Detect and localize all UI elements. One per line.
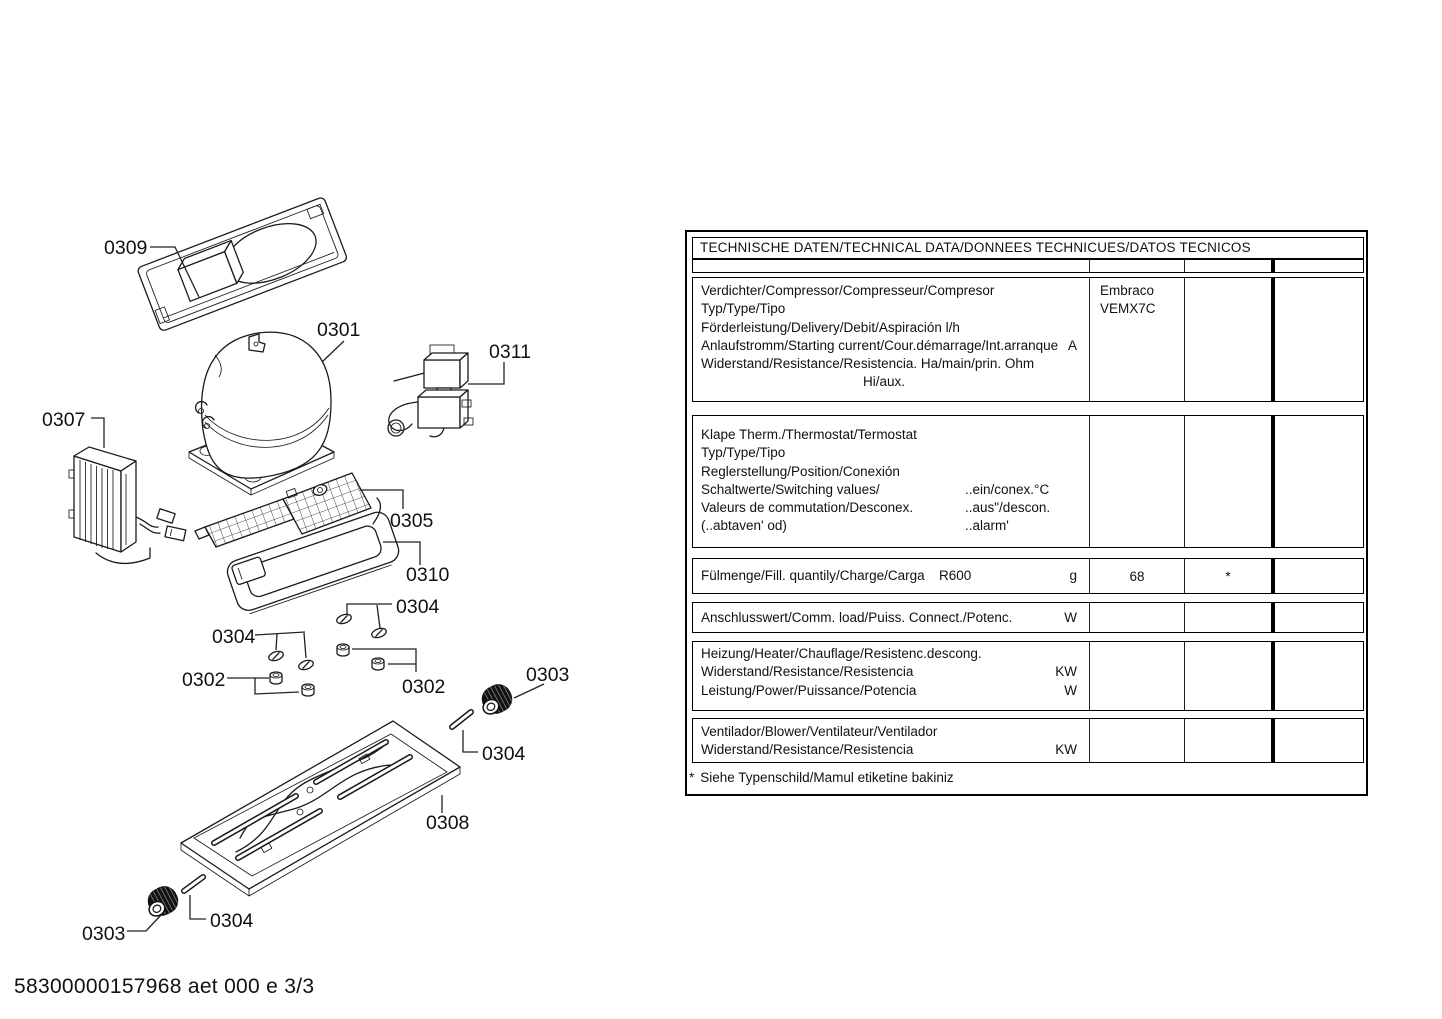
- blower-line-1: Ventilador/Blower/Ventilateur/Ventilador: [701, 724, 938, 739]
- document-code: 58300000157968 aet 000 e 3/3: [14, 975, 315, 998]
- exploded-parts-diagram: [0, 0, 680, 1019]
- part-label-0302: 0302: [402, 676, 446, 698]
- fill-quantity-label: Fülmenge/Fill. quantily/Charge/Carga: [701, 568, 925, 583]
- connected-load-value-cell-2: [1185, 603, 1275, 632]
- column-spacer-2: [1185, 260, 1275, 272]
- thermostat-line-5-right: ..aus"/descon.: [965, 500, 1051, 516]
- blower-label-cell: [693, 719, 1090, 762]
- row-blower: [692, 718, 1364, 763]
- connected-load-label-cell: [693, 603, 1090, 632]
- heater-line-3-unit: W: [1064, 682, 1077, 698]
- part-0307-control-module: [69, 447, 186, 563]
- compressor-line-3: Förderleistung/Delivery/Debit/Aspiración l/h: [701, 319, 960, 335]
- row-fill-quantity: [692, 558, 1364, 594]
- footnote-text: Siehe Typenschild/Mamul etiketine bakiniz: [700, 770, 954, 785]
- part-0303-roller: [475, 680, 516, 720]
- part-0304-screw: [371, 627, 388, 640]
- compressor-line-1: Verdichter/Compressor/Compresseur/Compresor: [701, 283, 995, 298]
- thermostat-value-cell-3: [1275, 416, 1363, 547]
- thermostat-value-cell-2: [1185, 416, 1275, 547]
- fill-quantity-refrigerant: R600: [939, 568, 972, 583]
- part-label-0303: 0303: [82, 923, 126, 945]
- fill-quantity-note-mark: *: [1185, 559, 1275, 593]
- thermostat-line-6-right: ..alarm': [965, 518, 1009, 534]
- heater-value-cell-1: [1090, 642, 1185, 710]
- part-0302-grommet: [372, 658, 384, 670]
- thermostat-line-2: Typ/Type/Tipo: [701, 445, 786, 461]
- part-label-0311: 0311: [489, 341, 531, 363]
- table-title-text: TECHNISCHE DATEN/TECHNICAL DATA/DONNEES TECHNICUES/DATOS TECNICOS: [700, 240, 1251, 255]
- blower-value-cell-2: [1185, 719, 1275, 762]
- blower-value-cell-3: [1275, 719, 1363, 762]
- thermostat-line-1: Klape Therm./Thermostat/Termostat: [701, 427, 917, 442]
- row-connected-load: [692, 602, 1364, 633]
- thermostat-line-5: Valeurs de commutation/Desconex.: [701, 500, 914, 516]
- blower-value-cell-1: [1090, 719, 1185, 762]
- heater-label-cell: [693, 642, 1090, 710]
- part-0309-drain-tray: [137, 197, 348, 332]
- part-0302-grommet: [270, 672, 282, 684]
- heater-value-cell-2: [1185, 642, 1275, 710]
- part-label-0307: 0307: [42, 409, 86, 431]
- part-label-0304: 0304: [212, 626, 256, 648]
- heater-line-2-unit: KW: [1055, 664, 1077, 680]
- technical-data-table: [685, 230, 1368, 796]
- compressor-value-cell-2: [1185, 278, 1275, 401]
- part-0301-compressor: [189, 332, 334, 495]
- row-compressor: [692, 277, 1364, 402]
- part-0304-screw: [268, 650, 285, 663]
- part-label-0303: 0303: [526, 664, 570, 686]
- part-label-0310: 0310: [406, 564, 450, 586]
- connected-load-unit: W: [1064, 610, 1077, 625]
- compressor-line-5: Widerstand/Resistance/Resistencia. Ha/main/prin. Ohm: [701, 356, 1035, 372]
- compressor-line-4: Anlaufstromm/Starting current/Cour.démarrage/Int.arranque: [701, 337, 1059, 353]
- part-0304-screw: [336, 613, 353, 626]
- row-thermostat: [692, 415, 1364, 548]
- footnote-asterisk: *: [689, 770, 695, 785]
- part-0304-pin: [184, 877, 203, 891]
- part-label-0309: 0309: [104, 237, 148, 259]
- part-0311-starter-relay: [388, 345, 473, 437]
- column-spacer-label: [693, 260, 1090, 272]
- part-0304-pin: [452, 712, 471, 727]
- compressor-brand: Embraco: [1100, 283, 1155, 298]
- compressor-value-cell-3: [1275, 278, 1363, 401]
- thermostat-value-cell-1: [1090, 416, 1185, 547]
- compressor-line-2: Typ/Type/Tipo: [701, 301, 786, 317]
- part-label-0308: 0308: [426, 812, 470, 834]
- table-title: [692, 237, 1364, 259]
- thermostat-line-4-right: ..ein/conex.°C: [965, 481, 1050, 497]
- thermostat-line-3: Reglerstellung/Position/Conexión: [701, 463, 900, 479]
- compressor-line-6: Hi/aux.: [863, 374, 906, 390]
- blower-line-2: Widerstand/Resistance/Resistencia: [701, 742, 914, 758]
- part-label-0305: 0305: [390, 510, 434, 532]
- thermostat-line-4: Schaltwerte/Switching values/: [701, 481, 880, 497]
- heater-line-1: Heizung/Heater/Chauflage/Resistenc.descong.: [701, 646, 982, 661]
- compressor-line-4-unit: A: [1067, 337, 1077, 353]
- compressor-value-cell: [1090, 278, 1185, 401]
- part-0302-grommet: [337, 644, 349, 656]
- connected-load-value-cell-1: [1090, 603, 1185, 632]
- part-label-0301: 0301: [317, 319, 361, 341]
- part-0302-grommet: [302, 684, 314, 696]
- compressor-model: VEMX7C: [1100, 301, 1156, 317]
- compressor-label-cell: [693, 278, 1090, 401]
- heater-line-3: Leistung/Power/Puissance/Potencia: [701, 682, 917, 698]
- fill-quantity-value-cell-3: [1275, 559, 1363, 593]
- part-0304-screw: [298, 659, 315, 672]
- column-spacer-1: [1090, 260, 1185, 272]
- blower-line-2-unit: KW: [1055, 742, 1077, 758]
- part-label-0304: 0304: [396, 596, 440, 618]
- heater-line-2: Widerstand/Resistance/Resistencia: [701, 664, 914, 680]
- part-0308-base-plate: [181, 721, 460, 896]
- heater-value-cell-3: [1275, 642, 1363, 710]
- part-label-0302: 0302: [182, 669, 226, 691]
- fill-quantity-value: 68: [1090, 559, 1185, 593]
- part-label-0304: 0304: [482, 743, 526, 765]
- connected-load-label: Anschlusswert/Comm. load/Puiss. Connect./Potenc.: [701, 610, 1013, 625]
- part-0303-roller: [141, 882, 182, 922]
- thermostat-label-cell: [693, 416, 1090, 547]
- table-column-header-row: [692, 259, 1364, 273]
- table-footnote: [689, 770, 954, 785]
- thermostat-line-6: (..abtaven' od): [701, 518, 787, 534]
- column-spacer-3: [1275, 260, 1363, 272]
- fill-quantity-label-cell: [693, 559, 1090, 593]
- row-heater: [692, 641, 1364, 711]
- connected-load-value-cell-3: [1275, 603, 1363, 632]
- part-label-0304: 0304: [210, 910, 254, 932]
- fill-quantity-unit: g: [1069, 568, 1077, 583]
